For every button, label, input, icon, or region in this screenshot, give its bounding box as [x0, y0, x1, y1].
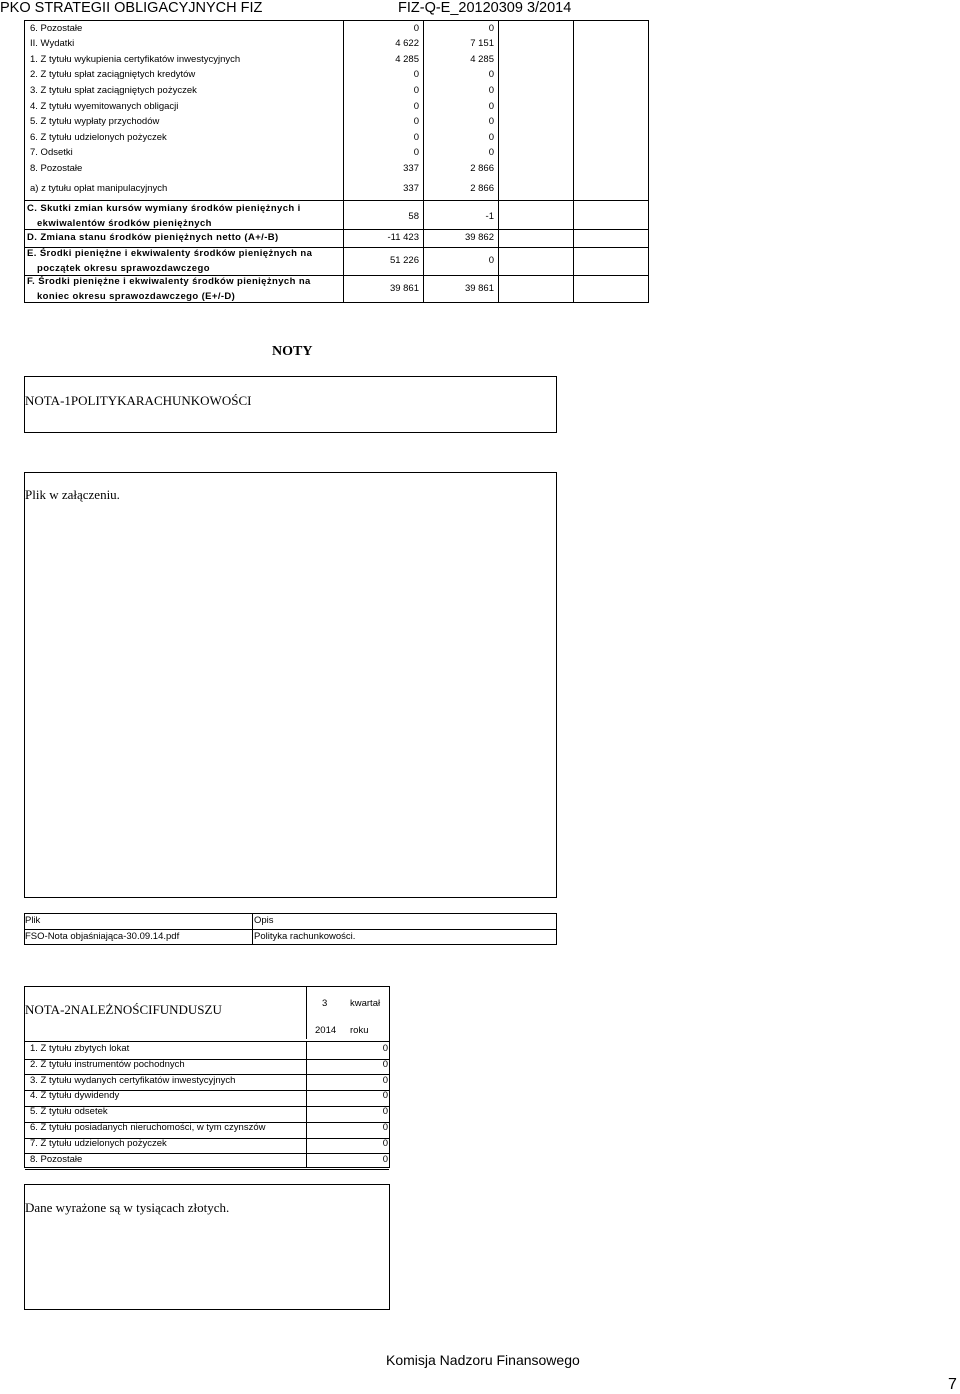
cashflow-row-value-1: 4 285 [395, 54, 419, 65]
nota2-row-label: 7. Z tytułu udzielonych pożyczek [30, 1137, 167, 1149]
summary-row-value-1: 51 226 [389, 255, 419, 266]
summary-row-value-2: 39 862 [464, 232, 494, 243]
nota1-title: NOTA-1POLITYKARACHUNKOWOŚCI [25, 393, 252, 408]
period-label: kwartał [350, 998, 381, 1009]
nota1-title-box [24, 376, 557, 433]
notes-heading: NOTY [272, 344, 313, 359]
summary-row-value-1: 58 [408, 211, 419, 222]
desc-header: Opis [254, 915, 274, 926]
cashflow-row-label: 8. Pozostałe [30, 163, 83, 174]
cashflow-row-value-1: 0 [413, 147, 419, 158]
nota2-row-value: 0 [382, 1058, 388, 1070]
cashflow-row-value-1: 0 [413, 101, 419, 112]
nota2-row-value: 0 [382, 1137, 388, 1149]
nota2-title: NOTA-2NALEŻNOŚCIFUNDUSZU [25, 1002, 222, 1017]
cashflow-row-label: 4. Z tytułu wyemitowanych obligacji [30, 101, 179, 112]
nota2-row-value: 0 [382, 1122, 388, 1133]
summary-row-value-2: 0 [488, 255, 494, 266]
summary-row-line2: koniec okresu sprawozdawczego (E+/-D) [37, 291, 236, 302]
footer-note-box [24, 1184, 390, 1310]
cashflow-row-label: 1. Z tytułu wykupienia certyfikatów inwestycyjnych [30, 54, 241, 65]
cashflow-row-value-1: 337 [403, 163, 419, 174]
nota1-text: Plik w załączeniu. [25, 487, 120, 502]
summary-row-line1: C. Skutki zmian kursów wymiany środków pieniężnych i [27, 203, 301, 214]
file-link[interactable]: FSO-Nota objaśniająca-30.09.14.pdf [25, 931, 180, 942]
summary-row-line1: F. Środki pieniężne i ekwiwalenty środków pieniężnych na [27, 276, 311, 287]
summary-row-line1: D. Zmiana stanu środków pieniężnych netto (A+/-B) [27, 232, 279, 243]
cashflow-row-label: 3. Z tytułu spłat zaciągniętych pożyczek [30, 85, 197, 96]
nota2-row-label: 2. Z tytułu instrumentów pochodnych [30, 1058, 185, 1070]
summary-row-value-1: 39 861 [389, 283, 419, 294]
cashflow-row-value-2: 0 [488, 132, 494, 143]
nota2-row-label: 4. Z tytułu dywidendy [30, 1090, 120, 1102]
footer-note: Dane wyrażone są w tysiącach złotych. [25, 1200, 230, 1215]
cashflow-row-label: 6. Z tytułu udzielonych pożyczek [30, 132, 167, 143]
summary-row-line1: E. Środki pieniężne i ekwiwalenty środków pieniężnych na [27, 248, 313, 259]
nota2-row-label: 8. Pozostałe [30, 1153, 83, 1165]
nota2-row-label: 1. Z tytułu zbytych lokat [30, 1043, 130, 1054]
cashflow-row-value-2: 4 285 [470, 54, 494, 65]
cashflow-row-value-2: 0 [488, 23, 494, 34]
nota2-row-value: 0 [382, 1106, 388, 1118]
cashflow-row-label: 7. Odsetki [30, 147, 73, 158]
summary-row-line2: początek okresu sprawozdawczego [37, 263, 210, 274]
cashflow-row-value-1: 4 622 [395, 38, 419, 49]
cashflow-row-value-2: 0 [488, 101, 494, 112]
cashflow-table [24, 20, 649, 303]
nota2-row-label: 3. Z tytułu wydanych certyfikatów inwestycyjnych [30, 1074, 236, 1086]
cashflow-row-value-1: 0 [413, 116, 419, 127]
nota2-row-value: 0 [382, 1153, 388, 1165]
nota2-row-label: 5. Z tytułu odsetek [30, 1106, 108, 1118]
nota2-row-value: 0 [382, 1074, 388, 1086]
cashflow-row-value-1: 0 [413, 85, 419, 96]
cashflow-row-value-2: 7 151 [470, 38, 494, 49]
attachment-table [24, 913, 557, 945]
report-id: FIZ-Q-E_20120309 3/2014 [398, 0, 572, 16]
cashflow-row-label: a) z tytułu opłat manipulacyjnych [30, 183, 168, 194]
cashflow-row-value-1: 0 [413, 132, 419, 143]
authority-name: Komisja Nadzoru Finansowego [386, 1352, 580, 1368]
nota1-content-box [24, 472, 557, 898]
file-header: Plik [25, 915, 41, 926]
summary-row-line2: ekwiwalentów środków pieniężnych [37, 218, 212, 229]
year-label: roku [350, 1025, 369, 1036]
cashflow-row-value-2: 0 [488, 69, 494, 80]
summary-row-value-2: 39 861 [464, 283, 494, 294]
summary-row-value-2: -1 [485, 211, 494, 222]
year-number: 2014 [315, 1025, 337, 1036]
cashflow-row-value-1: 0 [413, 69, 419, 80]
cashflow-row-label: 6. Pozostałe [30, 23, 83, 34]
nota2-row-label: 6. Z tytułu posiadanych nieruchomości, w tym czynszów [30, 1122, 266, 1133]
nota2-row-value: 0 [382, 1090, 388, 1102]
cashflow-row-label: II. Wydatki [30, 38, 75, 49]
period-number: 3 [322, 998, 328, 1009]
nota2-table [24, 986, 390, 1168]
fund-name: PKO STRATEGII OBLIGACYJNYCH FIZ [0, 0, 263, 16]
cashflow-row-value-2: 0 [488, 116, 494, 127]
cashflow-row-label: 5. Z tytułu wypłaty przychodów [30, 116, 160, 127]
summary-row-value-1: -11 423 [387, 232, 419, 243]
cashflow-row-value-1: 0 [413, 23, 419, 34]
cashflow-row-value-2: 0 [488, 147, 494, 158]
cashflow-row-value-1: 337 [403, 183, 419, 194]
cashflow-row-label: 2. Z tytułu spłat zaciągniętych kredytów [30, 69, 196, 80]
cashflow-row-value-2: 0 [488, 85, 494, 96]
cashflow-row-value-2: 2 866 [470, 183, 494, 194]
file-description: Polityka rachunkowości. [254, 931, 356, 942]
nota2-row-value: 0 [382, 1043, 388, 1054]
page-number: 7 [948, 1376, 957, 1393]
cashflow-row-value-2: 2 866 [470, 163, 494, 174]
